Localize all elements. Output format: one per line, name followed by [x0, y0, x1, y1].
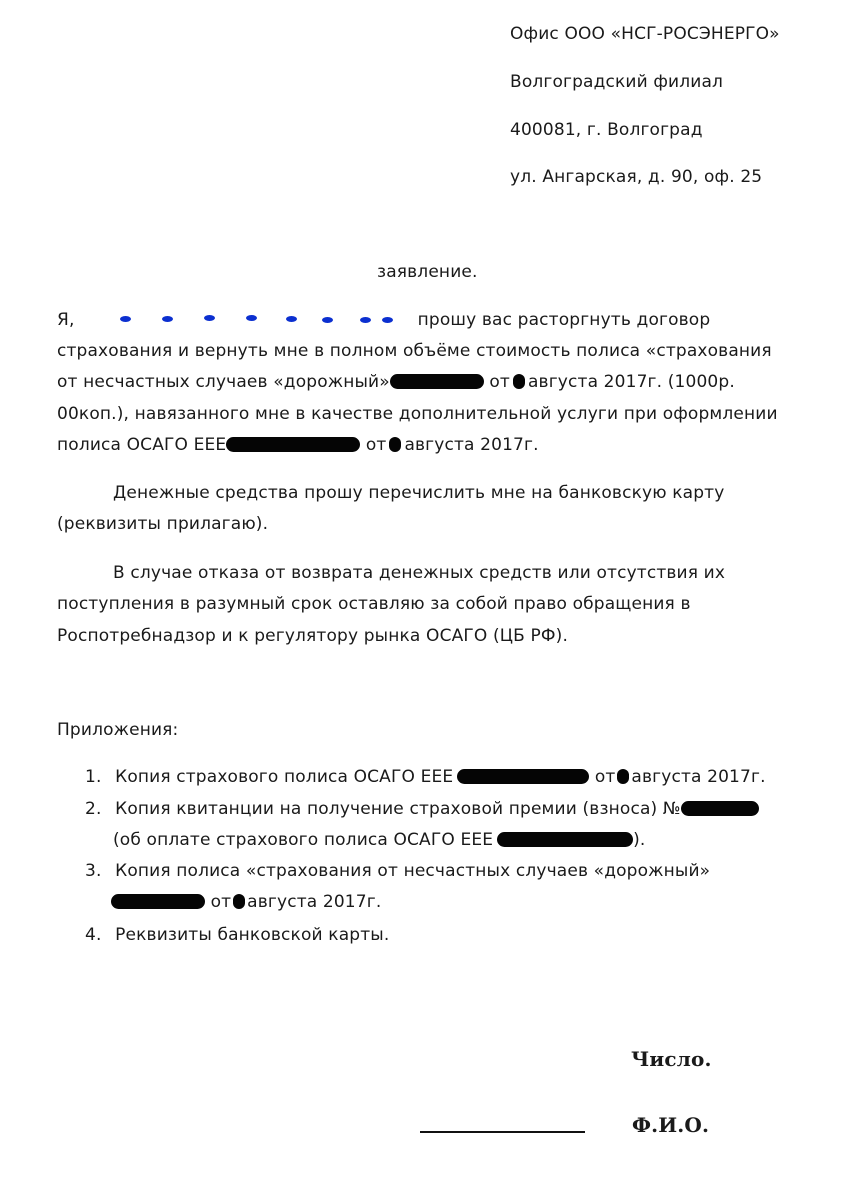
document-title: заявление. [377, 262, 478, 282]
attachment-item: 1. Копия страхового полиса ОСАГО ЕЕЕ от августа 2017г. [85, 767, 766, 787]
body-line-7: (реквизиты прилагаю). [57, 514, 269, 534]
body-line-2: страхования и вернуть мне в полном объёме стоимость полиса «страхования [57, 341, 772, 361]
attachment-item: 4. Реквизиты банковской карты. [85, 925, 390, 945]
redaction-policy-number [390, 374, 484, 389]
name-label: Ф.И.О. [632, 1113, 710, 1137]
redaction-receipt-number [681, 801, 759, 816]
date-label: Число. [631, 1047, 712, 1071]
attachment-item-continuation: от августа 2017г. [111, 891, 381, 913]
signature-line [420, 1131, 585, 1133]
redaction-osago-number [457, 769, 589, 784]
redaction-day [233, 894, 245, 909]
body-line-3: от несчастных случаев «дорожный» от августа 2017г. (1000р. [57, 372, 735, 392]
redaction-policy-number [111, 894, 205, 909]
body-line-9: поступления в разумный срок оставляю за собой право обращения в [57, 594, 691, 614]
addressee-city: 400081, г. Волгоград [510, 120, 703, 140]
attachment-item: 2. Копия квитанции на получение страховой премии (взноса) № [85, 798, 759, 820]
attachments-heading: Приложения: [57, 720, 179, 740]
addressee-street: ул. Ангарская, д. 90, оф. 25 [510, 167, 763, 187]
body-line-5: полиса ОСАГО ЕЕЕ от августа 2017г. [57, 435, 539, 455]
body-line-1: Я, прошу вас расторгнуть договор [57, 310, 711, 330]
addressee-branch: Волгоградский филиал [510, 72, 724, 92]
redaction-osago-number [226, 437, 360, 452]
redacted-name [94, 311, 412, 325]
attachment-item: 3. Копия полиса «страхования от несчастных случаев «дорожный» [85, 861, 711, 881]
redaction-day [617, 769, 629, 784]
pronoun-i: Я, [57, 310, 75, 330]
redaction-day [389, 437, 401, 452]
body-line-4: 00коп.), навязанного мне в качестве дополнительной услуги при оформлении [57, 404, 778, 424]
redaction-osago-number [497, 832, 633, 847]
body-line-10: Роспотребнадзор и к регулятору рынка ОСАГО (ЦБ РФ). [57, 626, 569, 646]
redaction-day [513, 374, 525, 389]
body-line-6: Денежные средства прошу перечислить мне на банковскую карту [113, 483, 725, 503]
body-line-8: В случае отказа от возврата денежных средств или отсутствия их [113, 563, 726, 583]
attachment-item-continuation: (об оплате страхового полиса ОСАГО ЕЕЕ ). [113, 830, 646, 850]
addressee-office: Офис ООО «НСГ-РОСЭНЕРГО» [510, 24, 780, 44]
